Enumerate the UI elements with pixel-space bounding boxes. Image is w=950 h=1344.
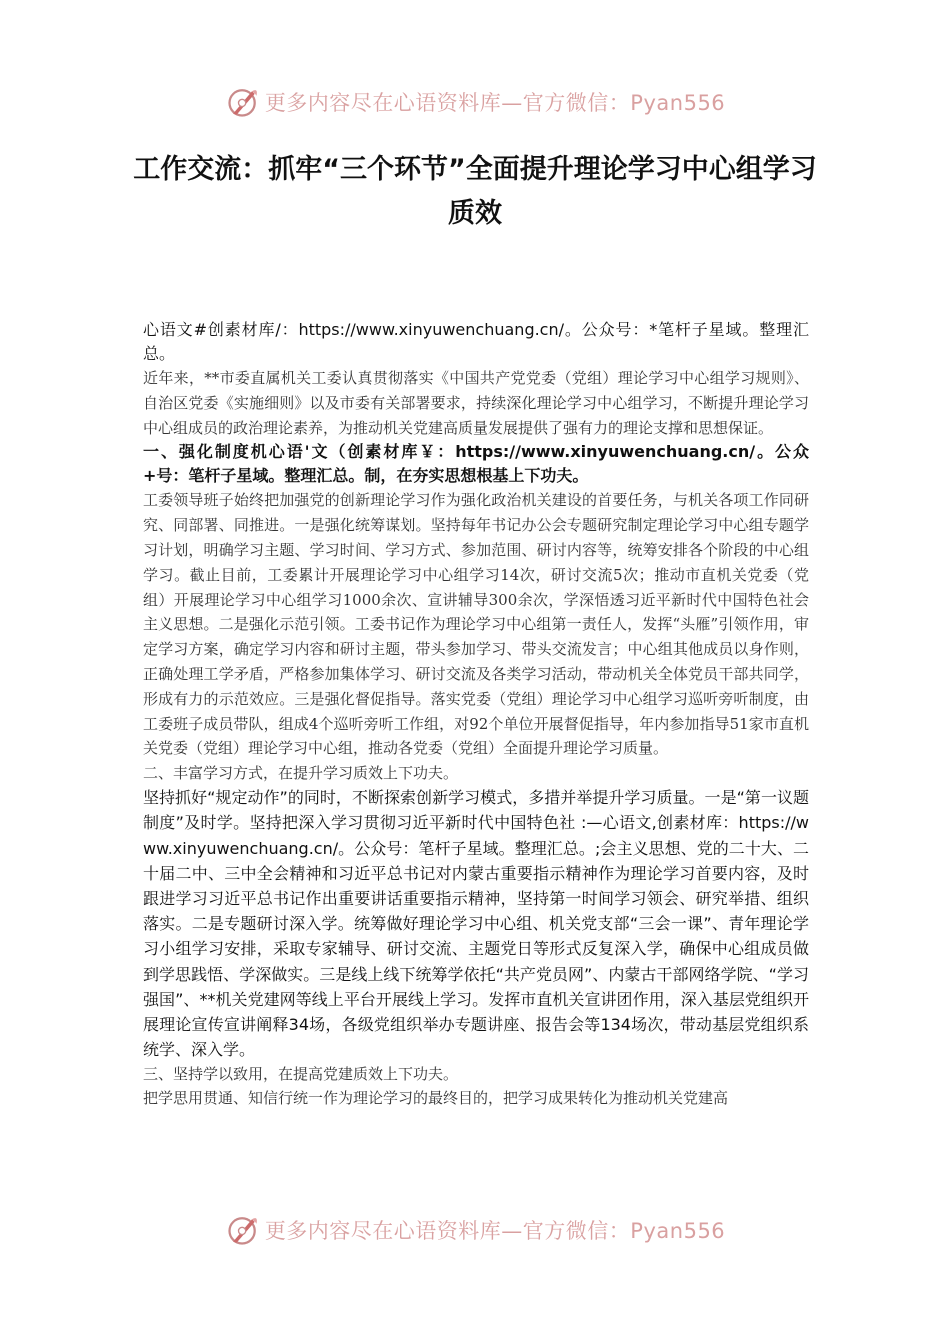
watermark-text: 更多内容尽在心语资料库—官方微信：Pyan556: [264, 91, 726, 115]
watermark-header: [0, 80, 950, 124]
quill-logo-icon: [225, 84, 261, 120]
intro-paragraph: 近年来，**市委直属机关工委认真贯彻落实《中国共产党党委（党组）理论学习中心组学习规则》、自治区党委《实施细则》以及市委有关部署要求，持续深化理论学习中心组学习，不断提升理论学习中心组成员的政治理论素养，为推动机关党建高质量发展提供了强有力的理论支撑和思想保证。: [143, 369, 809, 437]
document-body: [143, 318, 809, 1111]
section-heading-3: 三、坚持学以致用，在提高党建质效上下功夫。: [143, 1065, 459, 1084]
quill-logo-icon: [225, 1212, 261, 1248]
section-2-body: 坚持抓好“规定动作”的同时，不断探索创新学习模式，多措并举提升学习质量。一是“第一议题制度”及时学。坚持把深入学习贯彻习近平新时代中国特色社 :—心语文,创素材库：https://www.xinyuwenchuang.cn/。公众号：笔杆子星域。整理汇总。;会主义思想、党的二十大、二十届二中、三中全会精神和习近平总书记对内蒙古重要指示精神作为理论学习首要内容，及时跟进学习习近平总书记作出重要讲话重要指示精神，坚持第一时间学习领会、研究举措、组织落实。二是专题研讨深入学。统筹做好理论学习中心组、机关党支部“三会一课”、青年理论学习小组学习安排，采取专家辅导、研讨交流、主题党日等形式反复深入学，确保中心组成员做到学思践悟、学深做实。三是线上线下统筹学依托“共产党员网”、内蒙古干部网络学院、“学习强国”、**机关党建网等线上平台开展线上学习。发挥市直机关宣讲团作用，深入基层党组织开展理论宣传宣讲阐释34场，各级党组织举办专题讲座、报告会等134场次，带动基层党组织系统学、深入学。: [143, 788, 809, 1060]
watermark-text: 更多内容尽在心语资料库—官方微信：Pyan556: [264, 1219, 726, 1243]
section-1-body: 工委领导班子始终把加强党的创新理论学习作为强化政治机关建设的首要任务，与机关各项工作同研究、同部署、同推进。一是强化统筹谋划。坚持每年书记办公会专题研究制定理论学习中心组专题学习计划，明确学习主题、学习时间、学习方式、参加范围、研讨内容等，统筹安排各个阶段的中心组学习。截止目前，工委累计开展理论学习中心组学习14次，研讨交流5次；推动市直机关党委（党组）开展理论学习中心组学习1000余次、宣讲辅导300余次，学深悟透习近平新时代中国特色社会主义思想。二是强化示范引领。工委书记作为理论学习中心组第一责任人，发挥“头雁”引领作用，审定学习方案，确定学习内容和研讨主题，带头参加学习、带头交流发言；中心组其他成员以身作则，正确处理工学矛盾，严格参加集体学习、研讨交流及各类学习活动，带动机关全体党员干部共同学，形成有力的示范效应。三是强化督促指导。落实党委（党组）理论学习中心组学习巡听旁听制度，由工委班子成员带队，组成4个巡听旁听工作组，对92个单位开展督促指导，年内参加指导51家市直机关党委（党组）理论学习中心组，推动各党委（党组）全面提升理论学习质量。: [143, 491, 809, 758]
source-note: 心语文#创素材库/：https://www.xinyuwenchuang.cn/。公众号：*笔杆子星域。整理汇总。: [143, 320, 809, 363]
section-heading-1: 一、强化制度机心语'文（创素材库￥：https://www.xinyuwenchuang.cn/。公众+号：笔杆子星域。整理汇总。制，在夯实思想根基上下功夫。: [143, 442, 809, 486]
section-3-body: 把学思用贯通、知信行统一作为理论学习的最终目的，把学习成果转化为推动机关党建高: [143, 1089, 729, 1108]
document-title: 工作交流：抓牢“三个环节”全面提升理论学习中心组学习质效: [133, 154, 817, 229]
section-heading-2: 二、丰富学习方式，在提升学习质效上下功夫。: [143, 764, 459, 783]
watermark-footer: [0, 1208, 950, 1252]
